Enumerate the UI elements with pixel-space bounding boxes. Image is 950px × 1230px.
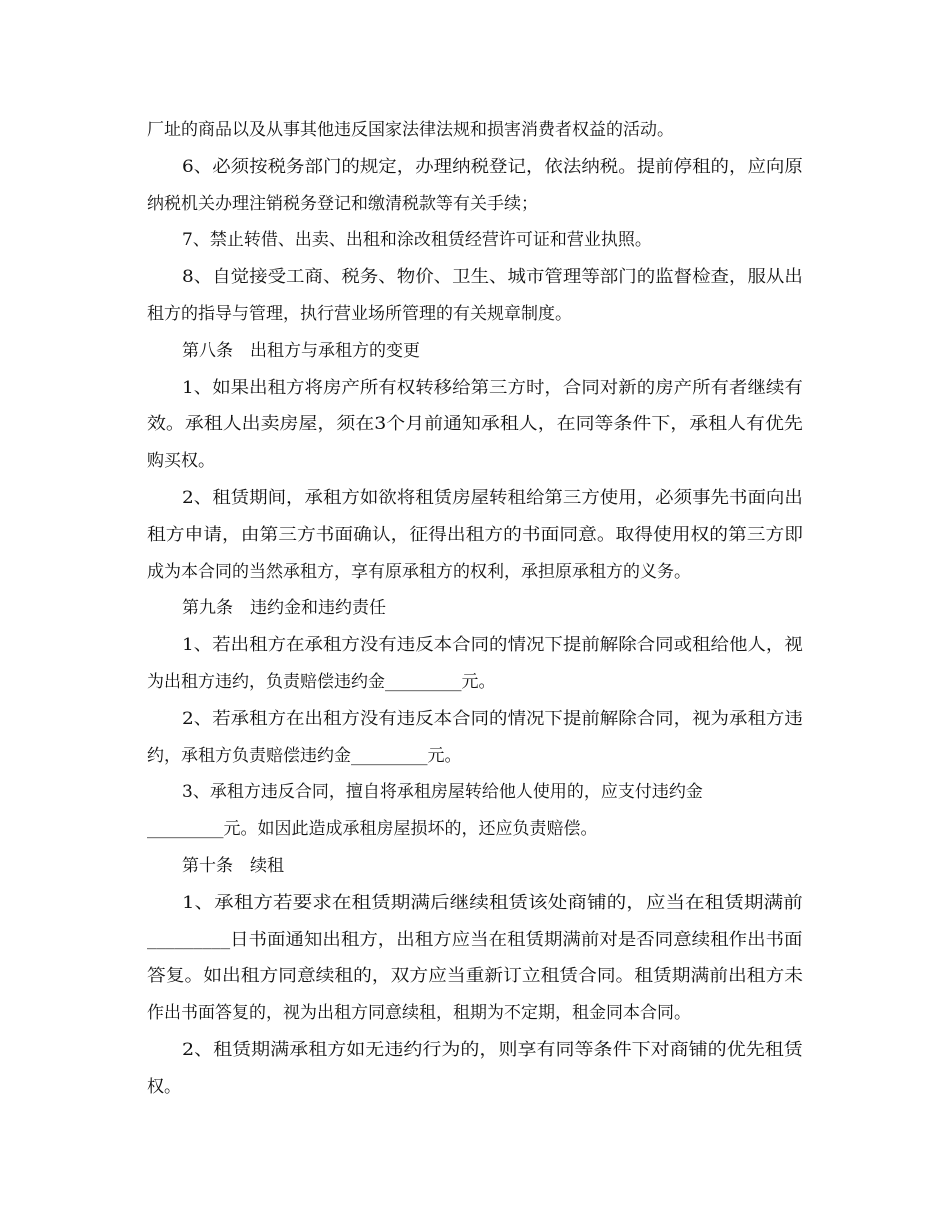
paragraph-line: 租方申请，由第三方书面确认，征得出租方的书面同意。取得使用权的第三方即	[147, 525, 803, 545]
paragraph-line: 7、禁止转借、出卖、出租和涂改租赁经营许可证和营业执照。	[182, 230, 652, 250]
paragraph-line: 答复。如出租方同意续租的，双方应当重新订立租赁合同。租赁期满前出租方未	[147, 966, 803, 986]
paragraph-line: 8、自觉接受工商、税务、物价、卫生、城市管理等部门的监督检查，服从出	[182, 267, 803, 287]
paragraph-line: 厂址的商品以及从事其他违反国家法律法规和损害消费者权益的活动。	[147, 120, 674, 140]
paragraph-line: _________日书面通知出租方，出租方应当在租赁期满前对是否同意续租作出书面	[147, 930, 803, 950]
paragraph-line: 纳税机关办理注销税务登记和缴清税款等有关手续；	[147, 194, 538, 214]
section-heading: 第八条 出租方与承租方的变更	[182, 341, 420, 361]
paragraph-line: 2、租赁期间，承租方如欲将租赁房屋转租给第三方使用，必须事先书面向出	[182, 488, 803, 508]
paragraph-line: 3、承租方违反合同，擅自将承租房屋转给他人使用的，应支付违约金	[182, 782, 703, 802]
paragraph-line: 1、若出租方在承租方没有违反本合同的情况下提前解除合同或租给他人，视	[182, 635, 803, 655]
paragraph-line: 作出书面答复的，视为出租方同意续租，租期为不定期，租金同本合同。	[147, 1003, 691, 1023]
paragraph-line: 1、承租方若要求在租赁期满后继续租赁该处商铺的，应当在租赁期满前	[182, 893, 803, 913]
paragraph-line: 成为本合同的当然承租方，享有原承租方的权利，承担原承租方的义务。	[147, 562, 691, 582]
paragraph-line: 约，承租方负责赔偿违约金_________元。	[147, 746, 462, 766]
section-heading: 第十条 续租	[182, 856, 284, 876]
paragraph-line: 租方的指导与管理，执行营业场所管理的有关规章制度。	[147, 304, 572, 324]
paragraph-line: 为出租方违约，负责赔偿违约金_________元。	[147, 672, 496, 692]
paragraph-line: 1、如果出租方将房产所有权转移给第三方时，合同对新的房产所有者继续有	[182, 378, 803, 398]
paragraph-line: 购买权。	[147, 451, 215, 471]
paragraph-line: 权。	[147, 1077, 181, 1097]
paragraph-line: _________元。如因此造成承租房屋损坏的，还应负责赔偿。	[147, 819, 598, 839]
paragraph-line: 效。承租人出卖房屋，须在3个月前通知承租人，在同等条件下，承租人有优先	[147, 414, 803, 434]
paragraph-line: 2、若承租方在出租方没有违反本合同的情况下提前解除合同，视为承租方违	[182, 709, 803, 729]
paragraph-line: 2、租赁期满承租方如无违约行为的，则享有同等条件下对商铺的优先租赁	[182, 1040, 803, 1060]
section-heading: 第九条 违约金和违约责任	[182, 598, 386, 618]
paragraph-line: 6、必须按税务部门的规定，办理纳税登记，依法纳税。提前停租的，应向原	[182, 157, 803, 177]
